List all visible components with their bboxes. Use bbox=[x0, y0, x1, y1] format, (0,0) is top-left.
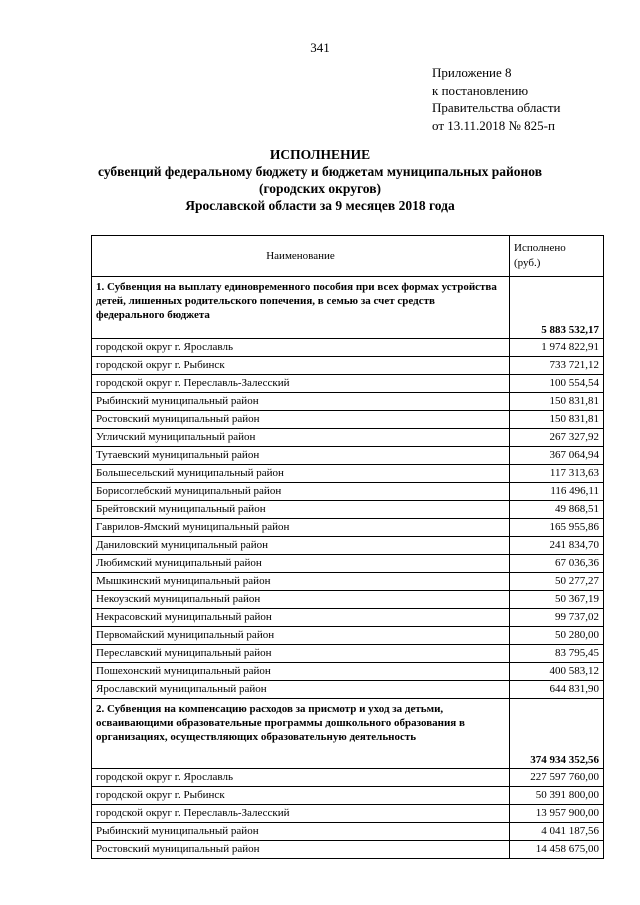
table-row bbox=[92, 483, 604, 501]
row-name: Борисоглебский муниципальный район bbox=[92, 483, 510, 501]
row-value: 83 795,45 bbox=[510, 645, 604, 663]
section-title: 1. Субвенция на выплату единовременного пособия при всех формах устройства детей, лишенных родительского попечения, в семью за счет средств федерального бюджета bbox=[92, 277, 510, 339]
row-value: 400 583,12 bbox=[510, 663, 604, 681]
table-row bbox=[92, 627, 604, 645]
table-row bbox=[92, 805, 604, 823]
row-name: Ростовский муниципальный район bbox=[92, 841, 510, 859]
table-row bbox=[92, 429, 604, 447]
title-line-4: Ярославской области за 9 месяцев 2018 года bbox=[185, 198, 455, 213]
row-value: 367 064,94 bbox=[510, 447, 604, 465]
table-row bbox=[92, 681, 604, 699]
header-value-line-2: (руб.) bbox=[514, 257, 541, 269]
row-value: 50 277,27 bbox=[510, 573, 604, 591]
title-line-3: (городских округов) bbox=[258, 181, 381, 196]
header-value-line-1: Исполнено bbox=[514, 242, 566, 254]
table-row bbox=[92, 555, 604, 573]
table-row bbox=[92, 663, 604, 681]
header-value bbox=[510, 236, 604, 277]
table-row bbox=[92, 609, 604, 627]
row-value: 150 831,81 bbox=[510, 411, 604, 429]
table-row bbox=[92, 787, 604, 805]
table-row bbox=[92, 501, 604, 519]
title-line-1: ИСПОЛНЕНИЕ bbox=[269, 147, 371, 162]
table-row bbox=[92, 339, 604, 357]
table-row bbox=[92, 465, 604, 483]
row-value: 99 737,02 bbox=[510, 609, 604, 627]
row-name: Рыбинский муниципальный район bbox=[92, 823, 510, 841]
row-name: Даниловский муниципальный район bbox=[92, 537, 510, 555]
row-name: Первомайский муниципальный район bbox=[92, 627, 510, 645]
table-row bbox=[92, 841, 604, 859]
row-value: 4 041 187,56 bbox=[510, 823, 604, 841]
row-name: Угличский муниципальный район bbox=[92, 429, 510, 447]
row-name: Пошехонский муниципальный район bbox=[92, 663, 510, 681]
row-name: Ростовский муниципальный район bbox=[92, 411, 510, 429]
table-row bbox=[92, 645, 604, 663]
row-value: 50 280,00 bbox=[510, 627, 604, 645]
row-value: 227 597 760,00 bbox=[510, 769, 604, 787]
section-row bbox=[92, 277, 604, 339]
section-total: 374 934 352,56 bbox=[510, 699, 604, 769]
row-name: Переславский муниципальный район bbox=[92, 645, 510, 663]
table-row bbox=[92, 823, 604, 841]
table-row bbox=[92, 393, 604, 411]
appendix-line-4: от 13.11.2018 № 825-п bbox=[432, 117, 555, 133]
row-value: 644 831,90 bbox=[510, 681, 604, 699]
table-row bbox=[92, 375, 604, 393]
row-value: 117 313,63 bbox=[510, 465, 604, 483]
row-value: 267 327,92 bbox=[510, 429, 604, 447]
row-name: городской округ г. Переславль-Залесский bbox=[92, 805, 510, 823]
row-name: городской округ г. Ярославль bbox=[92, 769, 510, 787]
row-name: Гаврилов-Ямский муниципальный район bbox=[92, 519, 510, 537]
row-name: Ярославский муниципальный район bbox=[92, 681, 510, 699]
subvention-table bbox=[91, 235, 604, 859]
table-row bbox=[92, 411, 604, 429]
row-name: Брейтовский муниципальный район bbox=[92, 501, 510, 519]
appendix-line-3: Правительства области bbox=[432, 100, 561, 115]
table-row bbox=[92, 537, 604, 555]
row-value: 1 974 822,91 bbox=[510, 339, 604, 357]
row-name: Большесельский муниципальный район bbox=[92, 465, 510, 483]
row-value: 50 367,19 bbox=[510, 591, 604, 609]
title-line-2: субвенций федеральному бюджету и бюджетам муниципальных районов bbox=[98, 164, 542, 179]
row-value: 241 834,70 bbox=[510, 537, 604, 555]
section-row bbox=[92, 699, 604, 769]
page-number: 341 bbox=[310, 40, 330, 55]
row-value: 13 957 900,00 bbox=[510, 805, 604, 823]
row-name: Некрасовский муниципальный район bbox=[92, 609, 510, 627]
row-value: 116 496,11 bbox=[510, 483, 604, 501]
appendix-line-1: Приложение 8 bbox=[432, 65, 512, 80]
row-name: городской округ г. Рыбинск bbox=[92, 787, 510, 805]
table-body bbox=[92, 277, 604, 859]
table-row bbox=[92, 357, 604, 375]
row-name: Некоузский муниципальный район bbox=[92, 591, 510, 609]
row-value: 733 721,12 bbox=[510, 357, 604, 375]
row-value: 67 036,36 bbox=[510, 555, 604, 573]
row-name: городской округ г. Переславль-Залесский bbox=[92, 375, 510, 393]
row-value: 100 554,54 bbox=[510, 375, 604, 393]
table-row bbox=[92, 447, 604, 465]
appendix-line-2: к постановлению bbox=[432, 82, 529, 98]
appendix-reference bbox=[432, 64, 561, 134]
section-title: 2. Субвенция на компенсацию расходов за присмотр и уход за детьми, осваивающими образовательные программы дошкольного образования в организациях, осуществляющих образовательную деятельность bbox=[92, 699, 510, 769]
row-name: Любимский муниципальный район bbox=[92, 555, 510, 573]
document-title bbox=[0, 146, 640, 214]
table-row bbox=[92, 591, 604, 609]
row-name: Мышкинский муниципальный район bbox=[92, 573, 510, 591]
row-value: 14 458 675,00 bbox=[510, 841, 604, 859]
table-row bbox=[92, 769, 604, 787]
row-name: городской округ г. Ярославль bbox=[92, 339, 510, 357]
table-row bbox=[92, 573, 604, 591]
row-value: 150 831,81 bbox=[510, 393, 604, 411]
table-row bbox=[92, 519, 604, 537]
row-name: Тутаевский муниципальный район bbox=[92, 447, 510, 465]
row-value: 165 955,86 bbox=[510, 519, 604, 537]
row-value: 50 391 800,00 bbox=[510, 787, 604, 805]
row-value: 49 868,51 bbox=[510, 501, 604, 519]
table-header-row bbox=[92, 236, 604, 277]
row-name: городской округ г. Рыбинск bbox=[92, 357, 510, 375]
header-name: Наименование bbox=[92, 236, 510, 277]
section-total: 5 883 532,17 bbox=[510, 277, 604, 339]
row-name: Рыбинский муниципальный район bbox=[92, 393, 510, 411]
